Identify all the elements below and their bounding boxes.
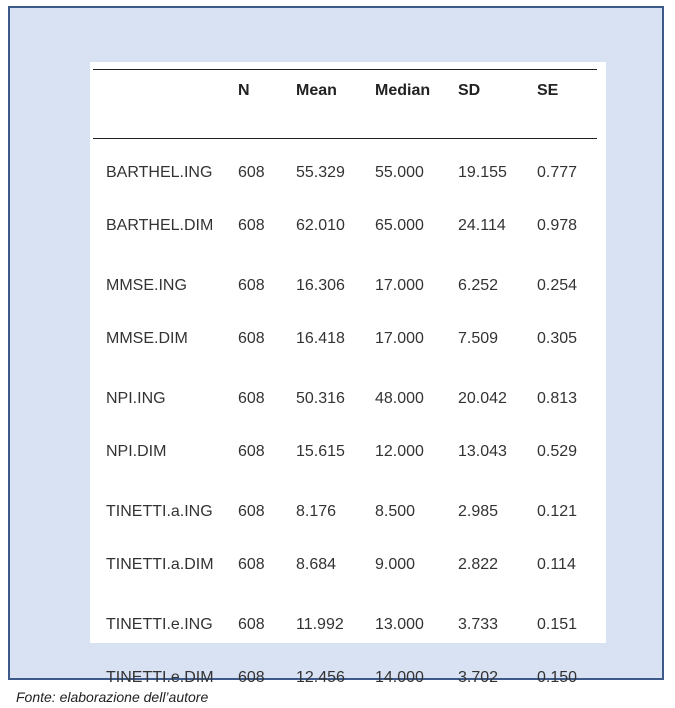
cell-median: 17.000 — [375, 329, 424, 347]
cell-mean: 16.306 — [296, 277, 345, 294]
cell-n: 608 — [238, 668, 265, 686]
cell-variable: MMSE.DIM — [106, 329, 188, 347]
table-row — [93, 363, 597, 427]
cell-se: 0.254 — [537, 277, 578, 294]
cell-variable: BARTHEL.DIM — [106, 216, 214, 234]
header-row — [93, 70, 597, 139]
figure-caption: Fonte: elaborazione dell’autore — [16, 689, 209, 705]
cell-n: 608 — [238, 216, 265, 234]
cell-median: 48.000 — [375, 390, 424, 407]
table-row — [93, 314, 597, 363]
header-n: N — [238, 70, 296, 139]
cell-mean: 8.684 — [296, 555, 337, 573]
cell-variable: TINETTI.e.DIM — [106, 668, 214, 686]
cell-median: 65.000 — [375, 216, 424, 234]
cell-variable: TINETTI.a.DIM — [106, 555, 214, 573]
header-sd: SD — [458, 70, 537, 139]
cell-se: 0.121 — [537, 503, 578, 520]
cell-se: 0.813 — [537, 390, 578, 407]
cell-sd: 6.252 — [458, 277, 499, 294]
header-variable — [93, 70, 238, 139]
cell-variable: TINETTI.e.ING — [106, 616, 213, 633]
cell-sd: 24.114 — [458, 216, 506, 234]
cell-variable: TINETTI.a.ING — [106, 503, 213, 520]
figure-frame — [8, 6, 664, 686]
cell-sd: 3.702 — [458, 668, 499, 686]
cell-se: 0.114 — [537, 555, 576, 573]
cell-n: 608 — [238, 329, 265, 347]
cell-variable: NPI.ING — [106, 390, 166, 407]
header-mean: Mean — [296, 70, 375, 139]
cell-se: 0.978 — [537, 216, 578, 234]
cell-se: 0.305 — [537, 329, 578, 347]
cell-median: 8.500 — [375, 503, 416, 520]
cell-n: 608 — [238, 616, 265, 633]
cell-median: 12.000 — [375, 442, 424, 460]
cell-mean: 50.316 — [296, 390, 345, 407]
cell-n: 608 — [238, 390, 265, 407]
table-panel — [90, 62, 606, 686]
cell-mean: 15.615 — [296, 442, 345, 460]
cell-median: 9.000 — [375, 555, 416, 573]
cell-se: 0.151 — [537, 616, 578, 633]
cell-mean: 11.992 — [296, 616, 344, 633]
header-median: Median — [375, 70, 458, 139]
cell-variable: BARTHEL.ING — [106, 164, 213, 181]
cell-median: 13.000 — [375, 616, 424, 633]
cell-sd: 13.043 — [458, 442, 507, 460]
cell-variable: NPI.DIM — [106, 442, 167, 460]
cell-variable: MMSE.ING — [106, 277, 187, 294]
cell-se: 0.777 — [537, 164, 578, 181]
cell-se: 0.529 — [537, 442, 578, 460]
cell-median: 14.000 — [375, 668, 424, 686]
cell-n: 608 — [238, 555, 265, 573]
table-row — [93, 540, 597, 589]
cell-mean: 16.418 — [296, 329, 345, 347]
cell-sd: 20.042 — [458, 390, 507, 407]
cell-sd: 3.733 — [458, 616, 499, 633]
cell-n: 608 — [238, 277, 265, 294]
cell-n: 608 — [238, 164, 265, 181]
table-row — [93, 201, 597, 250]
table-row — [93, 139, 597, 202]
table-row — [93, 589, 597, 653]
cell-se: 0.150 — [537, 668, 578, 686]
cell-mean: 55.329 — [296, 164, 345, 181]
cell-median: 17.000 — [375, 277, 424, 294]
cell-n: 608 — [238, 442, 265, 460]
cell-sd: 2.985 — [458, 503, 499, 520]
cell-mean: 8.176 — [296, 503, 337, 520]
table-row — [93, 250, 597, 314]
descriptive-statistics-table — [93, 69, 597, 702]
cell-sd: 19.155 — [458, 164, 507, 181]
cell-mean: 12.456 — [296, 668, 345, 686]
cell-median: 55.000 — [375, 164, 424, 181]
cell-sd: 2.822 — [458, 555, 499, 573]
cell-mean: 62.010 — [296, 216, 345, 234]
header-se: SE — [537, 70, 597, 139]
cell-sd: 7.509 — [458, 329, 499, 347]
cell-n: 608 — [238, 503, 265, 520]
table-row — [93, 427, 597, 476]
table-row — [93, 476, 597, 540]
